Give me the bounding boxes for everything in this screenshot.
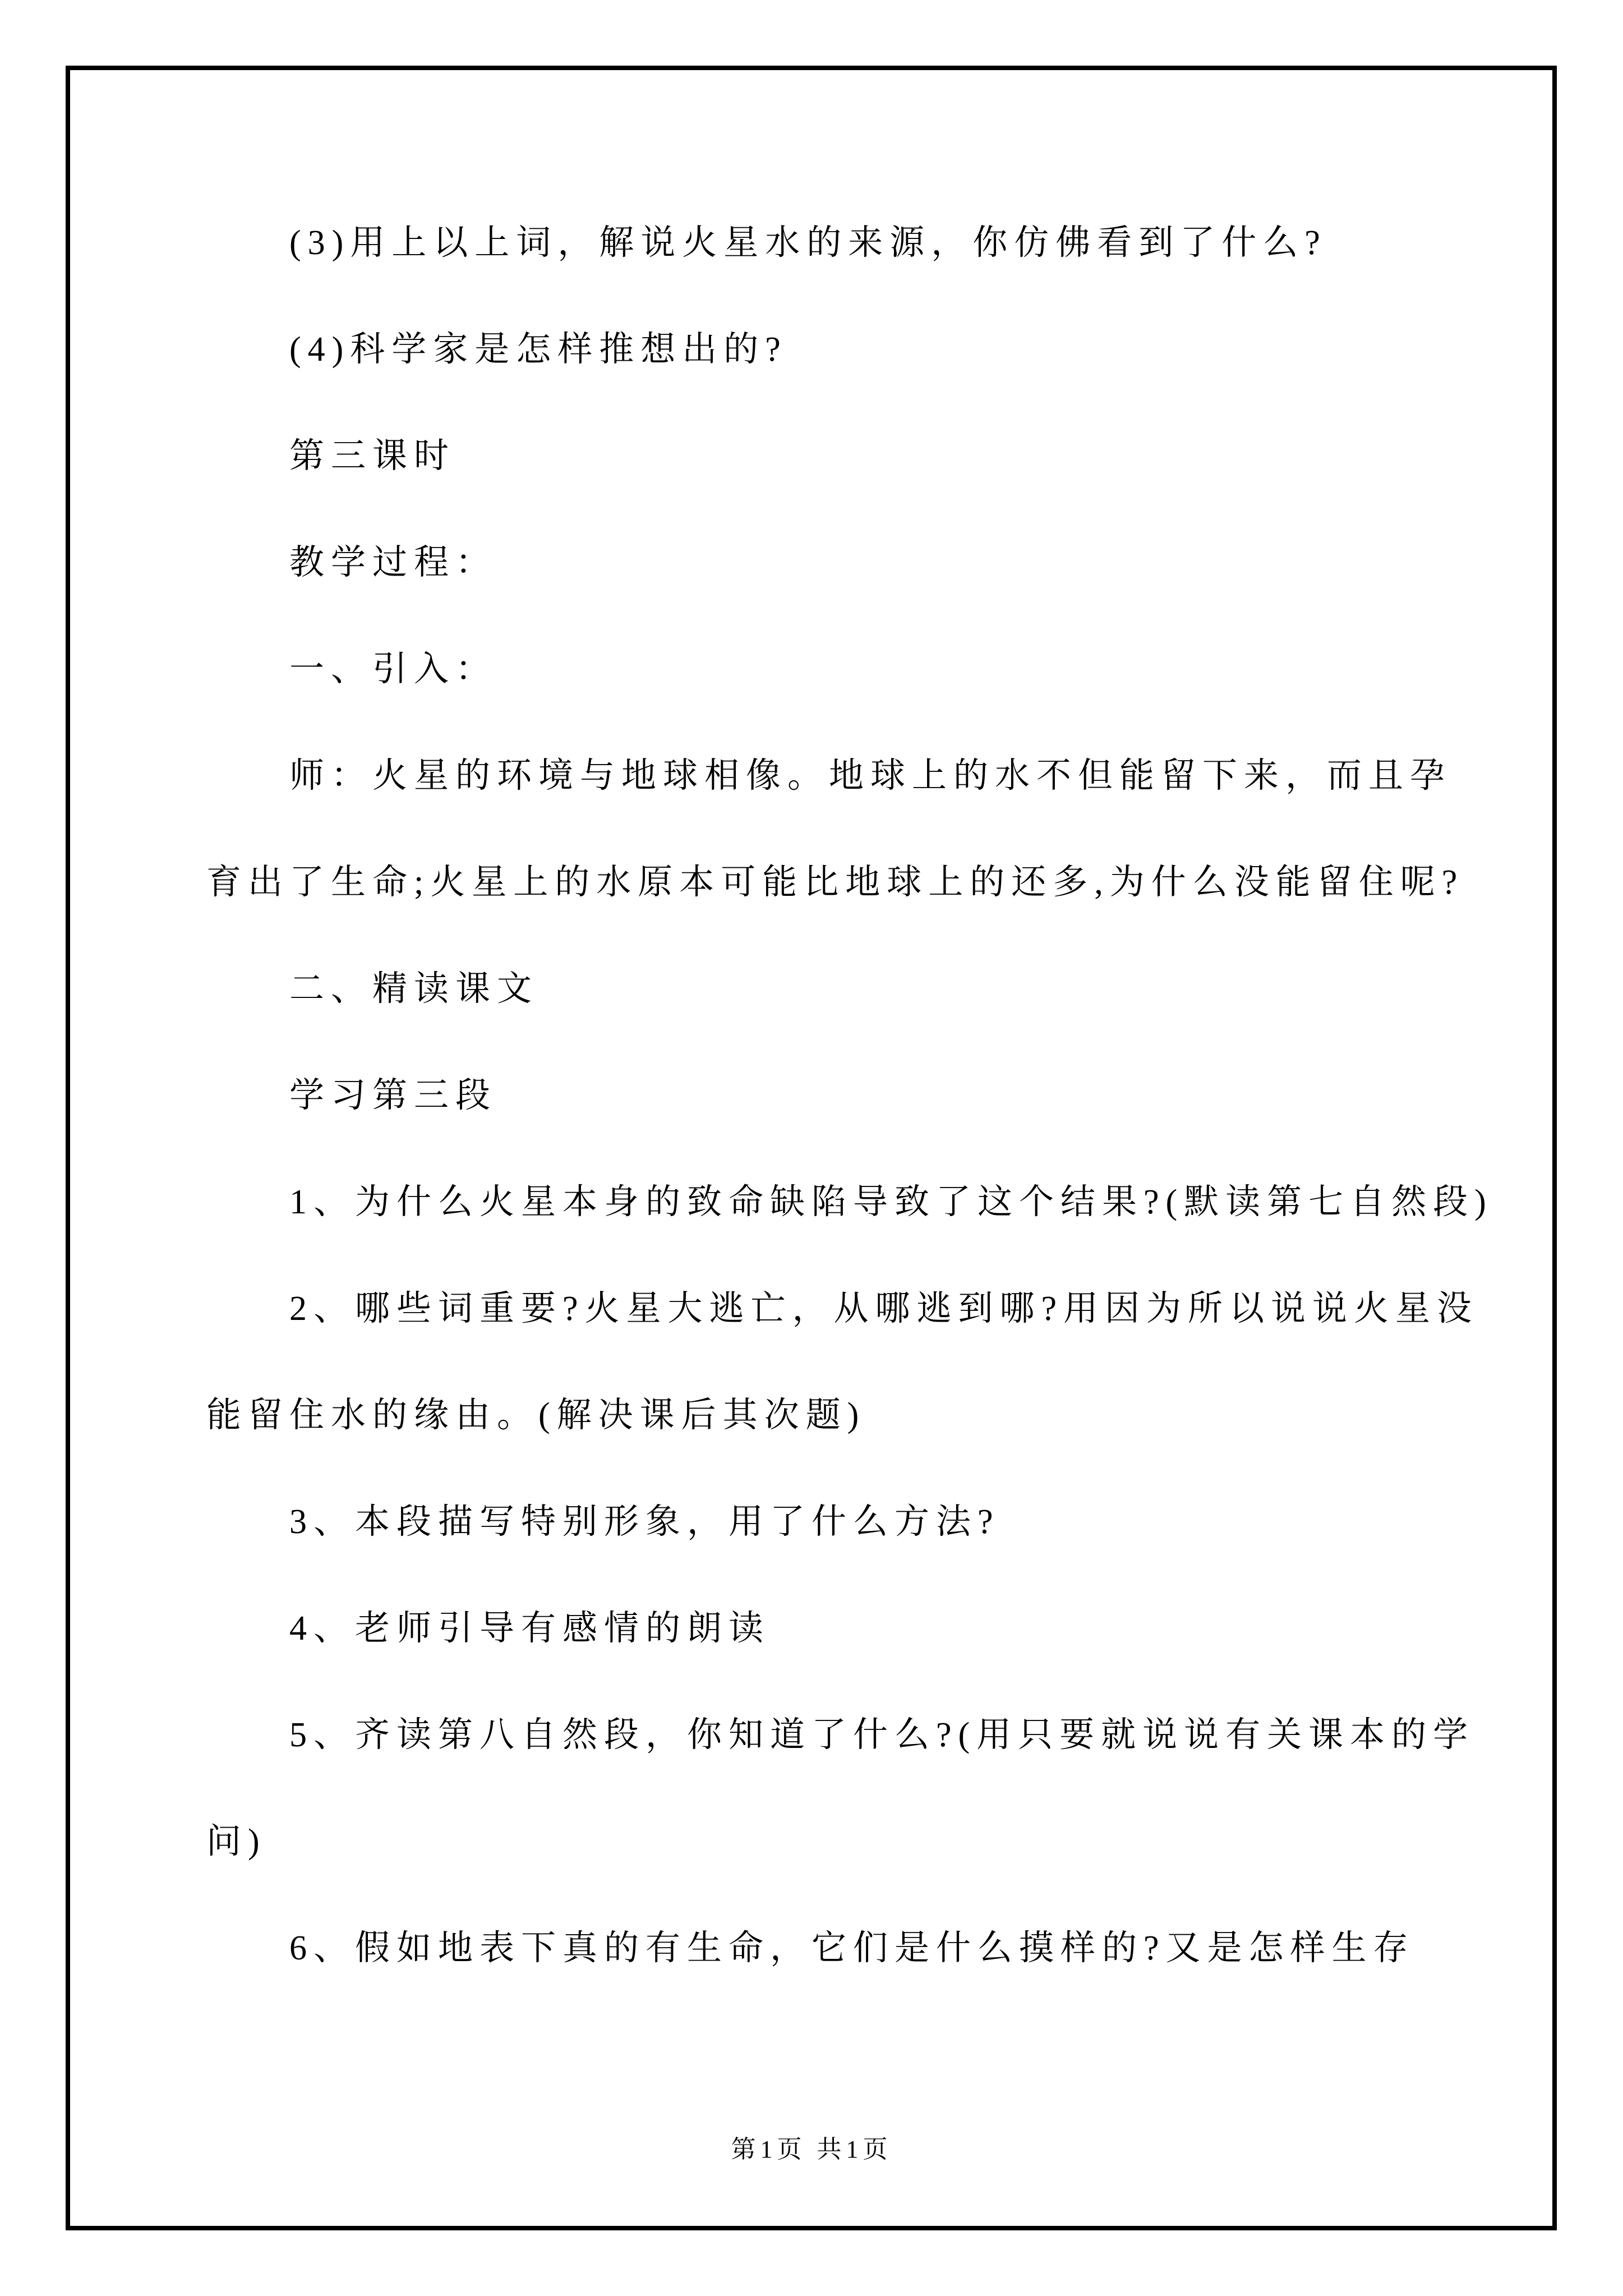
text-line: (3)用上以上词，解说火星水的来源，你仿佛看到了什么? (289, 224, 1327, 262)
text-line: 1、为什么火星本身的致命缺陷导致了这个结果?(默读第七自然段) (289, 1183, 1493, 1221)
text-line: (4)科学家是怎样推想出的? (289, 330, 787, 369)
text-line: 6、假如地表下真的有生命，它们是什么摸样的?又是怎样生存 (289, 1929, 1415, 1967)
footer-page-indicator: 第1页 共1页 (731, 2136, 892, 2163)
text-line: 二、精读课文 (289, 970, 539, 1008)
text-line: 师：火星的环境与地球相像。地球上的水不但能留下来，而且孕 (289, 757, 1452, 795)
text-line: 4、老师引导有感情的朗读 (289, 1609, 771, 1648)
text-line: 问) (206, 1823, 266, 1861)
text-line: 育出了生命;火星上的水原本可能比地球上的还多,为什么没能留住呢? (206, 863, 1464, 901)
text-block (206, 190, 1493, 2001)
text-line: 2、哪些词重要?火星大逃亡，从哪逃到哪?用因为所以说说火星没 (289, 1290, 1479, 1328)
text-line: 能留住水的缘由。(解决课后其次题) (206, 1396, 866, 1434)
text-line: 教学过程： (289, 544, 497, 582)
text-line: 3、本段描写特别形象，用了什么方法? (289, 1503, 1000, 1541)
text-line: 学习第三段 (289, 1076, 497, 1115)
text-line: 第三课时 (289, 437, 456, 475)
text-line: 5、齐读第八自然段，你知道了什么?(用只要就说说有关课本的学 (289, 1716, 1475, 1754)
text-line: 一、引入： (289, 650, 497, 688)
